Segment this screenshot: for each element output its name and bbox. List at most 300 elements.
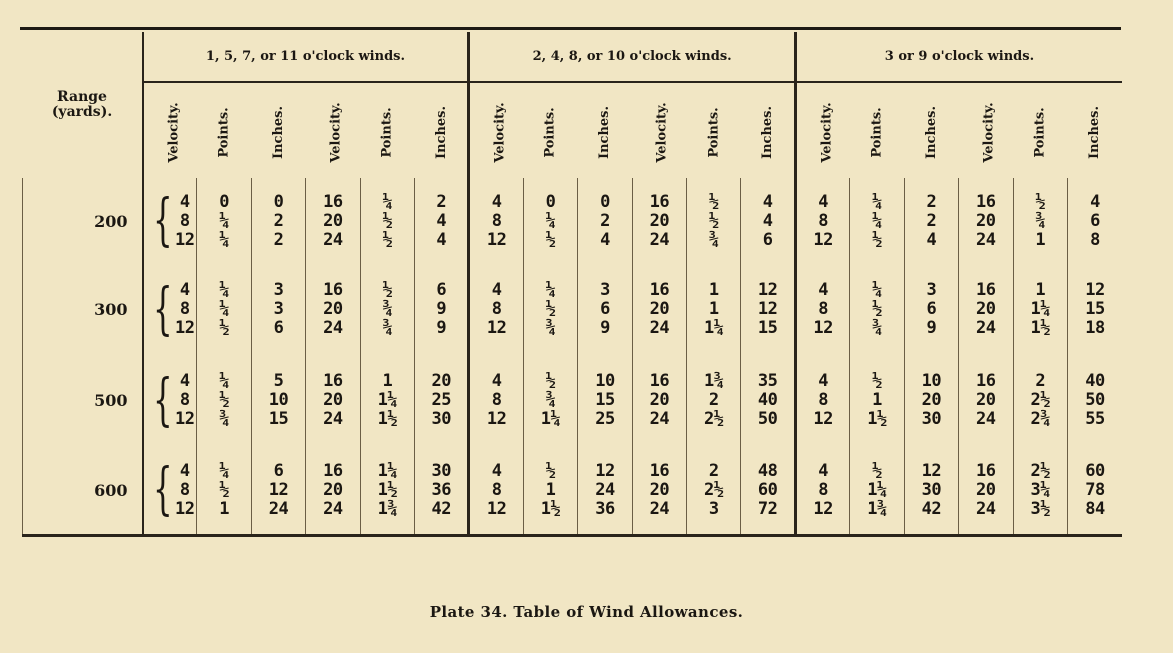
table-row [23,264,1123,355]
table-cell [306,355,360,446]
cell-value: 8 [491,479,502,500]
cell-value: 1½ [1030,318,1050,338]
cell-value: 50 [1085,390,1105,410]
wind-allowance-table [22,32,1122,537]
cell-value: ¼ [219,299,229,319]
table-cell [904,446,958,536]
cell-value-stack [633,462,686,519]
group-header-2: 2, 4, 8, or 10 o'clock winds. [469,32,795,82]
cell-value: 16 [323,191,343,212]
cell-value: ¼ [382,191,393,212]
cell-value-stack [578,372,631,429]
cell-value: 12 [175,409,195,429]
range-value: 300 [23,264,143,355]
cell-value-stack [1068,193,1122,250]
cell-value: 2 [273,229,284,250]
top-rule [20,27,1121,30]
cell-value: 10 [921,371,942,391]
plate-caption: Plate 34. Table of Wind Allowances. [429,603,744,621]
cell-value: 6 [273,460,284,481]
velocity-group [144,457,197,522]
table-cell [959,264,1013,355]
cell-value-stack [470,462,522,519]
cell-value: 9 [926,318,937,338]
table-cell [795,178,849,264]
column-header-row [23,82,1123,178]
cell-value: 84 [1085,498,1105,519]
cell-value: ¼ [872,191,882,212]
cell-value: 1½ [867,409,887,429]
column-header-label: Inches. [923,105,939,159]
table-cell [469,264,523,355]
cell-value: 20 [976,479,996,500]
table-cell [1067,178,1122,264]
cell-value: ¼ [545,210,556,231]
cell-value: 0 [273,191,284,212]
cell-value: 25 [595,409,615,429]
table-cell [306,178,360,264]
cell-value: 24 [976,409,996,429]
cell-value: ½ [708,191,719,212]
cell-value-stack [306,281,359,338]
table-cell [795,264,849,355]
cell-value: 8 [1090,229,1100,250]
cell-value: ½ [382,210,393,231]
cell-value: 12 [175,498,195,519]
cell-value-stack [175,372,194,429]
cell-value: 12 [1085,280,1105,300]
group-header-row [23,32,1123,82]
cell-value-stack [850,193,903,250]
cell-value: 1¼ [704,318,724,338]
table-cell [632,355,686,446]
table-cell [959,178,1013,264]
brace-icon: { [153,367,174,433]
table-cell [850,178,904,264]
cell-value: 24 [323,409,343,429]
table-row [23,446,1123,536]
cell-value-stack [1014,372,1067,429]
cell-value: 1 [382,371,393,391]
cell-value: 36 [595,498,615,519]
cell-value-stack [905,372,958,429]
table-cell [360,355,414,446]
cell-value: 20 [323,390,343,410]
cell-value: 2½ [1030,460,1050,481]
cell-value: 16 [976,280,996,300]
cell-value-stack [175,281,194,338]
column-header [687,82,741,178]
cell-value: ½ [545,229,556,250]
table-cell [251,178,305,264]
table-cell [469,178,523,264]
cell-value-stack [524,281,577,338]
cell-value: 20 [921,390,942,410]
cell-value-stack [306,462,359,519]
table-cell [306,446,360,536]
cell-value-stack [1068,281,1122,338]
table-cell [687,355,741,446]
cell-value-stack [524,193,577,250]
cell-value: ¼ [219,371,229,391]
table-cell [1013,178,1067,264]
cell-value: 8 [179,479,190,500]
cell-value: 24 [649,229,670,250]
column-header-label: Points. [1032,107,1048,158]
cell-value-stack [415,372,467,429]
table-cell [687,446,741,536]
table-cell [1067,264,1122,355]
range-header: Range (yards). [51,89,113,120]
table-cell [469,355,523,446]
cell-value-stack [252,193,305,250]
cell-value: 20 [976,299,996,319]
cell-value: 24 [649,409,670,429]
table-cell [197,446,251,536]
column-header [632,82,686,178]
table-cell [850,446,904,536]
cell-value-stack [850,462,903,519]
table-cell [523,264,577,355]
cell-value: 40 [1085,371,1105,391]
cell-value: ½ [545,299,556,319]
table-cell [415,355,469,446]
table-cell [959,355,1013,446]
cell-value: ½ [219,318,229,338]
cell-value-stack [959,193,1012,250]
cell-value: 3¼ [1030,479,1050,500]
table-cell [741,355,795,446]
cell-value-stack [741,281,793,338]
cell-value: 30 [431,460,451,481]
column-header [197,82,251,178]
cell-value-stack [524,372,577,429]
cell-value-stack [633,193,686,250]
group-header-3: 3 or 9 o'clock winds. [795,32,1122,82]
cell-value: ¼ [872,210,882,231]
cell-value: 2½ [1030,390,1050,410]
table-cell [1013,355,1067,446]
cell-value: ½ [708,210,719,231]
cell-value: 24 [323,498,343,519]
cell-value: 4 [818,191,828,212]
cell-value: 4 [818,460,828,481]
cell-value: 35 [757,371,778,391]
table-cell [578,355,632,446]
table-cell [251,264,305,355]
table-cell [632,264,686,355]
cell-value: 4 [179,371,190,391]
table-cell [143,264,197,355]
cell-value: 30 [921,479,942,500]
cell-value: 12 [813,498,833,519]
cell-value: 24 [323,229,343,250]
column-header [143,82,197,178]
cell-value: ¾ [382,318,393,338]
table-cell [523,178,577,264]
cell-value-stack [797,281,849,338]
cell-value: ¼ [872,280,882,300]
cell-value: 16 [323,460,343,481]
cell-value-stack [197,462,250,519]
cell-value: ½ [382,229,393,250]
cell-value: 12 [595,460,615,481]
cell-value: 12 [813,409,833,429]
table-cell [523,446,577,536]
column-header [360,82,414,178]
cell-value: 12 [486,229,507,250]
cell-value-stack [524,462,577,519]
table-cell [578,178,632,264]
cell-value: 1¾ [377,498,398,519]
table-cell [360,178,414,264]
cell-value: 60 [757,479,778,500]
cell-value: 2¾ [1030,409,1050,429]
cell-value: 8 [179,210,190,231]
cell-value: 24 [976,498,996,519]
cell-value-stack [470,281,522,338]
cell-value: ½ [545,371,556,391]
cell-value: ¼ [219,229,229,250]
cell-value-stack [905,281,958,338]
cell-value: 1½ [377,479,398,500]
column-header [959,82,1013,178]
cell-value-stack [578,281,631,338]
cell-value: 25 [431,390,451,410]
cell-value: 8 [179,390,190,410]
brace-icon: { [153,276,174,342]
cell-value: 9 [600,318,610,338]
cell-value: 50 [757,409,778,429]
column-header-label: Inches. [759,105,775,159]
cell-value-stack [252,462,305,519]
column-header [469,82,523,178]
cell-value: 2 [600,210,610,231]
cell-value: 2 [926,191,937,212]
table-cell [360,446,414,536]
table-cell [687,178,741,264]
cell-value: 4 [179,191,190,212]
cell-value: 4 [491,460,502,481]
cell-value: 1¾ [704,371,724,391]
table-cell [632,446,686,536]
cell-value: 1 [545,479,556,500]
cell-value-stack [578,462,631,519]
velocity-group [144,367,197,433]
cell-value: 4 [179,460,190,481]
cell-value-stack [175,462,194,519]
cell-value: ¾ [219,409,229,429]
cell-value-stack [470,372,522,429]
cell-value: 0 [545,191,556,212]
cell-value-stack [959,372,1012,429]
cell-value: 1½ [540,498,561,519]
cell-value: 4 [818,280,828,300]
cell-value-stack [741,193,793,250]
table-cell [469,446,523,536]
cell-value: 10 [595,371,615,391]
cell-value: 3 [600,280,610,300]
cell-value: 1 [708,280,719,300]
cell-value: 12 [757,280,778,300]
table-cell [1013,446,1067,536]
cell-value-stack [797,462,849,519]
table-cell [197,178,251,264]
column-header [795,82,849,178]
cell-value: 4 [1090,191,1100,212]
column-header [415,82,469,178]
column-header [1013,82,1067,178]
cell-value: ½ [872,299,882,319]
cell-value: 1 [1035,229,1046,250]
cell-value: 6 [436,280,447,300]
cell-value-stack [252,372,305,429]
cell-value: 20 [323,299,343,319]
cell-value: 12 [813,229,833,250]
column-header-label: Inches. [271,105,287,159]
cell-value: ¼ [219,210,229,231]
column-header [251,82,305,178]
column-header-label: Velocity. [166,102,182,163]
cell-value: 1¼ [540,409,561,429]
cell-value: 1 [1035,280,1046,300]
cell-value: 4 [762,191,773,212]
group-header-1: 1, 5, 7, or 11 o'clock winds. [143,32,469,82]
cell-value: 12 [268,479,289,500]
cell-value: 78 [1085,479,1105,500]
brace-icon: { [153,457,174,522]
cell-value: 16 [649,280,670,300]
cell-value: 60 [1085,460,1105,481]
table-cell [1067,446,1122,536]
column-header [578,82,632,178]
cell-value: 4 [179,280,190,300]
cell-value: 16 [976,371,996,391]
cell-value: ¼ [545,280,556,300]
table-cell [741,264,795,355]
cell-value: 1¼ [1030,299,1050,319]
cell-value-stack [197,372,250,429]
brace-icon: { [153,188,174,253]
cell-value: 3 [926,280,937,300]
cell-value: 20 [649,390,670,410]
table-cell [415,178,469,264]
cell-value: 6 [1090,210,1100,231]
cell-value: 48 [757,460,778,481]
table-cell [1013,264,1067,355]
cell-value: ½ [1035,191,1046,212]
cell-value: 4 [436,210,447,231]
cell-value: 2 [1035,371,1046,391]
column-header-label: Inches. [433,105,449,159]
table-cell [143,178,197,264]
cell-value: 8 [818,479,828,500]
table-cell [904,264,958,355]
cell-value-stack [1014,281,1067,338]
table-cell [523,355,577,446]
table-cell [251,355,305,446]
cell-value: 1 [219,498,229,519]
cell-value: ¾ [545,318,556,338]
cell-value: ¾ [382,299,393,319]
table-cell [197,264,251,355]
table-cell [795,446,849,536]
cell-value: 0 [600,191,610,212]
table-cell [850,355,904,446]
cell-value: 8 [491,210,502,231]
cell-value: 8 [818,210,828,231]
cell-value-stack [905,462,958,519]
cell-value: 1¾ [867,498,887,519]
column-header-label: Points. [869,107,885,158]
cell-value: 18 [1085,318,1105,338]
cell-value: 42 [921,498,942,519]
cell-value: ½ [872,371,882,391]
column-header [741,82,795,178]
cell-value: 4 [491,371,502,391]
cell-value: 1½ [377,409,398,429]
cell-value-stack [306,372,359,429]
cell-value: 16 [649,191,670,212]
cell-value: 3 [708,498,719,519]
table-cell [143,355,197,446]
cell-value: 20 [323,210,343,231]
cell-value-stack [687,193,740,250]
column-header [306,82,360,178]
cell-value: 2 [436,191,447,212]
cell-value-stack [252,281,305,338]
cell-value: 4 [600,229,610,250]
table-row [23,178,1123,264]
table-cell [904,178,958,264]
cell-value: 16 [323,371,343,391]
cell-value: 4 [762,210,773,231]
cell-value: 9 [436,299,447,319]
cell-value: 16 [323,280,343,300]
cell-value: 8 [179,299,190,319]
cell-value: 20 [649,299,670,319]
cell-value: 72 [757,498,778,519]
cell-value: 2 [708,390,719,410]
cell-value: 12 [813,318,833,338]
cell-value: 3 [273,299,284,319]
cell-value: ¾ [708,229,719,250]
cell-value: 12 [486,409,507,429]
cell-value: 20 [323,479,343,500]
range-value: 200 [23,178,143,264]
cell-value: 8 [491,299,502,319]
cell-value: 16 [976,460,996,481]
cell-value: 20 [649,479,670,500]
cell-value: 24 [323,318,343,338]
table-cell [251,446,305,536]
cell-value: ½ [219,390,229,410]
table-row [23,355,1123,446]
cell-value: 2½ [704,479,724,500]
column-header-label: Points. [543,107,559,158]
cell-value: 5 [273,371,284,391]
cell-value: 12 [486,498,507,519]
cell-value-stack [959,462,1012,519]
cell-value: 1¼ [377,390,398,410]
cell-value-stack [687,281,740,338]
cell-value: 6 [600,299,610,319]
cell-value: ½ [545,460,556,481]
cell-value-stack [361,462,414,519]
column-header-label: Velocity. [493,102,509,163]
cell-value: 4 [926,229,937,250]
cell-value: 10 [268,390,289,410]
